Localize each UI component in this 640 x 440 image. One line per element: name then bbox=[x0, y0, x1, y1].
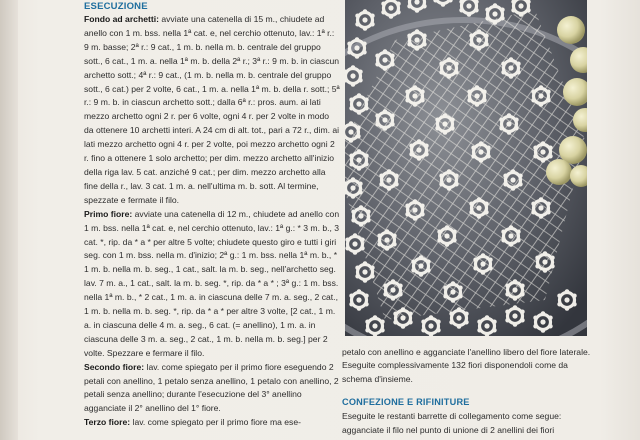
paragraph-lead: Primo fiore: bbox=[84, 208, 133, 219]
paragraph-terzo-fiore bbox=[84, 416, 340, 430]
paragraph-text: lav. come spiegato per il primo fiore ma ese- bbox=[130, 417, 301, 428]
paragraph-text: lav. come spiegato per il primo fiore eseguendo 2 petali con anellino, 1 petalo senza anellino, 1 petalo con anellino, 2 petali senza anellino; durante l'esecuzione del 3° anellino agganciate il 2° anellino del 1° fiore. bbox=[84, 361, 339, 414]
crocheted-doily-photo bbox=[345, 0, 587, 336]
instructions-column bbox=[84, 0, 340, 440]
doily-illustration bbox=[345, 0, 587, 336]
confezione-section-title: CONFEZIONE E RIFINITURE bbox=[342, 397, 470, 408]
paragraph-lead: Fondo ad archetti: bbox=[84, 14, 159, 24]
paragraph-fondo bbox=[84, 13, 340, 208]
paragraph-text: avviate una catenella di 12 m., chiudete ad anello con 1 m. bss. nella 1ª cat. e, nel cerchio ottenuto, lav.: 1ª g.: * 3 m. b., 3 cat. *, rip. da * a * per altre 5 volte; chiudete questo giro e tutti i giri seg. con 1 m. bss. nella m. d'inizio; 2ª g.: 1 m. bss. nella 1ª m. b., * 1 m. b. nella m. b. seg., 1 cat., salt. la m. b. seg., nell'archetto seg. lav. 7 m. a., 1 cat., salt. la m. b. seg. *, rip. da * a * ; 3ª g.: 1 m. bss. nella 1ª m. b., * 2 cat., 1 m. a. in ciascuna delle 7 m. a. seg., 2 cat., 1 m. b. nella m. b. seg. *, rip. da * a * per altre 3 volte, [2 cat., 1 m. a. in ciascuna delle 4 m. a. seg., 6 cat. (= anellino), 1 m. a. in ciascuna delle 3 m. a. seg., 2 cat., 1 m. b. nella m. b. seg.] per 2 volte. Spezzare e fermare il filo. bbox=[84, 208, 340, 358]
continuation-paragraph: petalo con anellino e agganciate l'anellino libero del fiore laterale. Eseguite complessivamente 132 fiori disponendoli come da schema d'insieme. bbox=[342, 347, 591, 384]
page-binding-edge bbox=[0, 0, 18, 440]
paragraph-text: avviate una catenella di 15 m., chiudete ad anello con 1 m. bss. nella 1ª cat. e, nel cerchio ottenuto, lav.: 1ª r.: 9 m. basse; 2ª r.: 9 cat., 1 m. b. nella m. b. centrale del gruppo sott., 6 cat., 1 m. a. nella 1ª m. b. della 2ª r.; 3ª r.: 9 m. b. in ciascun archetto sott.; 4ª r.: 9 cat., (1 m. b. nella m. b. centrale del gruppo sott., 6 cat.) per 2 volte, 6 cat., 1 m. a. nella 1ª m. b. della r. sott.; 5ª r.: 9 m. b. in ciascun archetto sott.; dalla 6ª r.: pros. aum. ai lati mezzo archetto ogni 2 r. per 6 volte, ogni 4 r. per 2 volte in modo da ottenere 10 archetti interi. A 24 cm di alt. tot., pari a 72 r., dim. ai lati mezzo archetto ogni 4 r. per 2 volte, poi mezzo archetto ogni 2 r. fino a ottenere 1 solo archetto; per dim. mezzo archetto all'inizio della riga lav. 5 cat. anziché 9 cat.; per dim. mezzo archetto alla fine della r., lav. 3 cat. 1 m. a. nell'ultima m. b. sott. Al termine, spezzate e fermate il filo. bbox=[84, 14, 340, 205]
confezione-paragraph: Eseguite le restanti barrette di collegamento come segue: agganciate il filo nel punto di unione di 2 anellini dei fiori bbox=[342, 411, 562, 435]
paragraph-lead: Terzo fiore: bbox=[84, 417, 131, 428]
paragraph-lead: Secondo fiore: bbox=[84, 361, 145, 372]
continuation-column bbox=[342, 346, 592, 440]
section-title: ESECUZIONE bbox=[84, 1, 148, 12]
paragraph-secondo-fiore bbox=[84, 361, 340, 417]
paragraph-primo-fiore bbox=[84, 208, 340, 361]
